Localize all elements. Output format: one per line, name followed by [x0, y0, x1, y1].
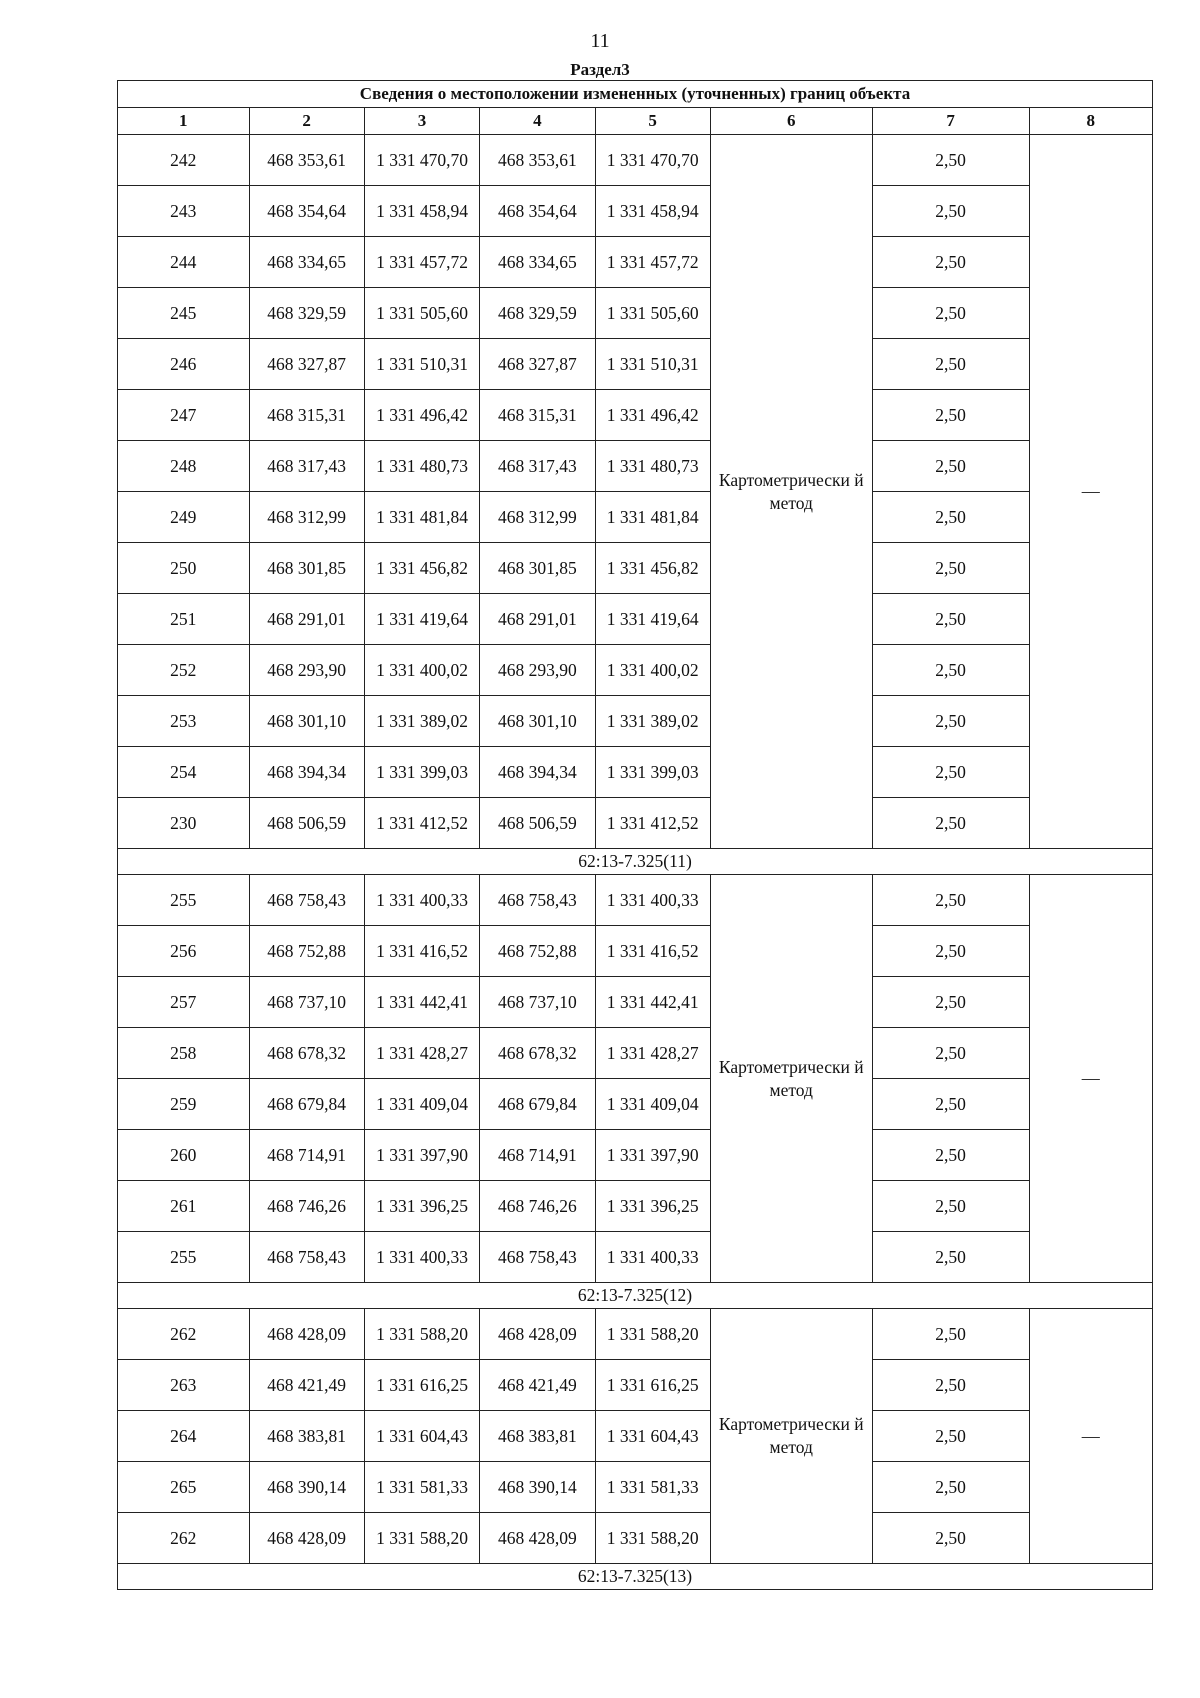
accuracy-cell: 2,50: [872, 875, 1029, 926]
accuracy-cell: 2,50: [872, 926, 1029, 977]
table-cell: 1 331 416,52: [595, 926, 710, 977]
table-cell: 1 331 456,82: [595, 543, 710, 594]
table-cell: 468 312,99: [480, 492, 595, 543]
accuracy-cell: 2,50: [872, 1028, 1029, 1079]
group-label-row: [118, 1283, 1153, 1309]
column-header: 4: [480, 108, 595, 135]
table-cell: 468 315,31: [480, 390, 595, 441]
table-cell: 1 331 400,33: [364, 1232, 479, 1283]
table-cell: 468 679,84: [249, 1079, 364, 1130]
table-cell: 468 315,31: [249, 390, 364, 441]
table-cell: 1 331 510,31: [595, 339, 710, 390]
table-cell: 1 331 397,90: [364, 1130, 479, 1181]
table-cell: 256: [118, 926, 250, 977]
table-cell: 468 758,43: [480, 1232, 595, 1283]
table-cell: 264: [118, 1411, 250, 1462]
column-header-row: [118, 108, 1153, 135]
table-cell: 468 383,81: [249, 1411, 364, 1462]
table-row: [118, 1309, 1153, 1360]
table-cell: 468 301,10: [249, 696, 364, 747]
table-cell: 468 714,91: [249, 1130, 364, 1181]
column-header: 7: [872, 108, 1029, 135]
table-cell: 260: [118, 1130, 250, 1181]
table-row: [118, 1513, 1153, 1564]
table-cell: 468 737,10: [249, 977, 364, 1028]
table-cell: 468 354,64: [480, 186, 595, 237]
table-cell: 255: [118, 875, 250, 926]
table-cell: 1 331 412,52: [595, 798, 710, 849]
table-cell: 468 301,85: [249, 543, 364, 594]
table-cell: 1 331 419,64: [364, 594, 479, 645]
accuracy-cell: 2,50: [872, 1079, 1029, 1130]
table-cell: 1 331 581,33: [364, 1462, 479, 1513]
table-row: [118, 441, 1153, 492]
accuracy-cell: 2,50: [872, 135, 1029, 186]
table-cell: 468 428,09: [480, 1513, 595, 1564]
table-row: [118, 594, 1153, 645]
table-cell: 1 331 588,20: [364, 1513, 479, 1564]
accuracy-cell: 2,50: [872, 1232, 1029, 1283]
table-cell: 468 353,61: [480, 135, 595, 186]
table-cell: 468 737,10: [480, 977, 595, 1028]
table-cell: 253: [118, 696, 250, 747]
table-cell: 468 334,65: [480, 237, 595, 288]
table-cell: 1 331 581,33: [595, 1462, 710, 1513]
accuracy-cell: 2,50: [872, 186, 1029, 237]
table-cell: 468 327,87: [249, 339, 364, 390]
table-cell: 1 331 442,41: [595, 977, 710, 1028]
group-label: 62:13-7.325(12): [118, 1283, 1153, 1309]
table-row: [118, 237, 1153, 288]
table-cell: 1 331 604,43: [364, 1411, 479, 1462]
table-cell: 262: [118, 1309, 250, 1360]
table-cell: 468 678,32: [480, 1028, 595, 1079]
table-cell: 468 394,34: [480, 747, 595, 798]
table-cell: 246: [118, 339, 250, 390]
table-cell: 248: [118, 441, 250, 492]
table-cell: 1 331 505,60: [595, 288, 710, 339]
table-row: [118, 977, 1153, 1028]
accuracy-cell: 2,50: [872, 441, 1029, 492]
table-cell: 468 428,09: [249, 1513, 364, 1564]
table-cell: 468 334,65: [249, 237, 364, 288]
table-row: [118, 696, 1153, 747]
table-cell: 468 327,87: [480, 339, 595, 390]
column-header: 3: [364, 108, 479, 135]
table-cell: 468 301,10: [480, 696, 595, 747]
table-cell: 468 301,85: [480, 543, 595, 594]
accuracy-cell: 2,50: [872, 543, 1029, 594]
accuracy-cell: 2,50: [872, 696, 1029, 747]
table-cell: 1 331 428,27: [595, 1028, 710, 1079]
table-cell: 1 331 616,25: [364, 1360, 479, 1411]
column-header: 8: [1029, 108, 1153, 135]
table-row: [118, 339, 1153, 390]
column-header: 6: [710, 108, 872, 135]
table-cell: 262: [118, 1513, 250, 1564]
note-cell: —: [1029, 875, 1153, 1283]
table-cell: 247: [118, 390, 250, 441]
table-cell: 245: [118, 288, 250, 339]
table-cell: 1 331 412,52: [364, 798, 479, 849]
table-cell: 1 331 496,42: [364, 390, 479, 441]
table-cell: 468 291,01: [249, 594, 364, 645]
table-cell: 257: [118, 977, 250, 1028]
table-cell: 1 331 399,03: [364, 747, 479, 798]
page-number: 11: [590, 30, 610, 52]
table-cell: 468 394,34: [249, 747, 364, 798]
accuracy-cell: 2,50: [872, 339, 1029, 390]
column-header: 2: [249, 108, 364, 135]
table-row: [118, 390, 1153, 441]
table-cell: 468 383,81: [480, 1411, 595, 1462]
table-cell: 1 331 457,72: [364, 237, 479, 288]
accuracy-cell: 2,50: [872, 747, 1029, 798]
table-cell: 1 331 400,02: [364, 645, 479, 696]
table-cell: 261: [118, 1181, 250, 1232]
table-cell: 259: [118, 1079, 250, 1130]
table-cell: 1 331 588,20: [364, 1309, 479, 1360]
table-cell: 1 331 481,84: [364, 492, 479, 543]
table-cell: 468 390,14: [480, 1462, 595, 1513]
table-cell: 468 293,90: [249, 645, 364, 696]
table-cell: 468 679,84: [480, 1079, 595, 1130]
table-row: [118, 747, 1153, 798]
table-cell: 244: [118, 237, 250, 288]
table-cell: 263: [118, 1360, 250, 1411]
table-cell: 1 331 457,72: [595, 237, 710, 288]
accuracy-cell: 2,50: [872, 1360, 1029, 1411]
table-cell: 1 331 400,33: [595, 875, 710, 926]
table-cell: 1 331 389,02: [364, 696, 479, 747]
table-cell: 1 331 510,31: [364, 339, 479, 390]
table-cell: 468 428,09: [249, 1309, 364, 1360]
table-cell: 1 331 470,70: [595, 135, 710, 186]
table-cell: 1 331 399,03: [595, 747, 710, 798]
accuracy-cell: 2,50: [872, 390, 1029, 441]
table-row: [118, 926, 1153, 977]
table-cell: 468 506,59: [249, 798, 364, 849]
table-cell: 243: [118, 186, 250, 237]
table-row: [118, 135, 1153, 186]
table-cell: 468 758,43: [480, 875, 595, 926]
table-row: [118, 186, 1153, 237]
table-cell: 468 758,43: [249, 1232, 364, 1283]
table-row: [118, 1360, 1153, 1411]
table-row: [118, 543, 1153, 594]
accuracy-cell: 2,50: [872, 798, 1029, 849]
table-cell: 1 331 400,33: [595, 1232, 710, 1283]
table-row: [118, 492, 1153, 543]
table-cell: 1 331 616,25: [595, 1360, 710, 1411]
table-cell: 468 421,49: [249, 1360, 364, 1411]
table-row: [118, 1232, 1153, 1283]
table-cell: 468 746,26: [249, 1181, 364, 1232]
section-title: Раздел3: [570, 60, 630, 79]
accuracy-cell: 2,50: [872, 1411, 1029, 1462]
column-header: 1: [118, 108, 250, 135]
table-cell: 1 331 480,73: [364, 441, 479, 492]
note-cell: —: [1029, 135, 1153, 849]
table-cell: 1 331 409,04: [595, 1079, 710, 1130]
table-cell: 254: [118, 747, 250, 798]
table-row: [118, 288, 1153, 339]
table-cell: 468 746,26: [480, 1181, 595, 1232]
table-cell: 251: [118, 594, 250, 645]
group-label-row: [118, 849, 1153, 875]
accuracy-cell: 2,50: [872, 594, 1029, 645]
note-cell: —: [1029, 1309, 1153, 1564]
method-cell: Картометрически й метод: [710, 1309, 872, 1564]
table-cell: 1 331 470,70: [364, 135, 479, 186]
table-cell: 1 331 458,94: [364, 186, 479, 237]
table-cell: 1 331 419,64: [595, 594, 710, 645]
accuracy-cell: 2,50: [872, 492, 1029, 543]
table-cell: 255: [118, 1232, 250, 1283]
table-cell: 265: [118, 1462, 250, 1513]
table-cell: 468 312,99: [249, 492, 364, 543]
accuracy-cell: 2,50: [872, 1181, 1029, 1232]
table-row: [118, 875, 1153, 926]
method-cell: Картометрически й метод: [710, 875, 872, 1283]
table-cell: 1 331 496,42: [595, 390, 710, 441]
table-caption: Сведения о местоположении измененных (уточненных) границ объекта: [118, 81, 1153, 108]
table-row: [118, 1079, 1153, 1130]
table-cell: 468 506,59: [480, 798, 595, 849]
table-cell: 1 331 480,73: [595, 441, 710, 492]
table-row: [118, 1130, 1153, 1181]
table-cell: 1 331 588,20: [595, 1309, 710, 1360]
table-cell: 468 291,01: [480, 594, 595, 645]
accuracy-cell: 2,50: [872, 1513, 1029, 1564]
table-row: [118, 1411, 1153, 1462]
table-cell: 1 331 409,04: [364, 1079, 479, 1130]
column-header: 5: [595, 108, 710, 135]
accuracy-cell: 2,50: [872, 645, 1029, 696]
table-cell: 1 331 588,20: [595, 1513, 710, 1564]
accuracy-cell: 2,50: [872, 977, 1029, 1028]
table-row: [118, 1462, 1153, 1513]
table-cell: 468 421,49: [480, 1360, 595, 1411]
coordinates-table: [117, 80, 1153, 1590]
table-row: [118, 798, 1153, 849]
table-cell: 468 678,32: [249, 1028, 364, 1079]
accuracy-cell: 2,50: [872, 1130, 1029, 1181]
table-cell: 1 331 456,82: [364, 543, 479, 594]
table-cell: 252: [118, 645, 250, 696]
group-label: 62:13-7.325(11): [118, 849, 1153, 875]
table-body: [118, 135, 1153, 1590]
table-cell: 468 714,91: [480, 1130, 595, 1181]
table-cell: 1 331 481,84: [595, 492, 710, 543]
table-cell: 468 329,59: [480, 288, 595, 339]
accuracy-cell: 2,50: [872, 288, 1029, 339]
table-cell: 1 331 428,27: [364, 1028, 479, 1079]
method-cell: Картометрически й метод: [710, 135, 872, 849]
accuracy-cell: 2,50: [872, 1309, 1029, 1360]
table-cell: 258: [118, 1028, 250, 1079]
table-cell: 468 329,59: [249, 288, 364, 339]
table-cell: 468 317,43: [480, 441, 595, 492]
table-cell: 1 331 397,90: [595, 1130, 710, 1181]
table-cell: 468 428,09: [480, 1309, 595, 1360]
group-label: 62:13-7.325(13): [118, 1564, 1153, 1590]
table-cell: 468 758,43: [249, 875, 364, 926]
table-cell: 1 331 604,43: [595, 1411, 710, 1462]
table-cell: 242: [118, 135, 250, 186]
table-cell: 468 293,90: [480, 645, 595, 696]
table-cell: 249: [118, 492, 250, 543]
accuracy-cell: 2,50: [872, 1462, 1029, 1513]
table-cell: 468 752,88: [249, 926, 364, 977]
table-cell: 1 331 442,41: [364, 977, 479, 1028]
table-cell: 468 317,43: [249, 441, 364, 492]
table-cell: 468 354,64: [249, 186, 364, 237]
table-cell: 1 331 396,25: [595, 1181, 710, 1232]
table-cell: 1 331 416,52: [364, 926, 479, 977]
table-cell: 468 752,88: [480, 926, 595, 977]
group-label-row: [118, 1564, 1153, 1590]
table-row: [118, 1181, 1153, 1232]
table-cell: 468 353,61: [249, 135, 364, 186]
table-cell: 1 331 389,02: [595, 696, 710, 747]
table-row: [118, 1028, 1153, 1079]
table-cell: 250: [118, 543, 250, 594]
table-cell: 1 331 458,94: [595, 186, 710, 237]
table-cell: 1 331 400,02: [595, 645, 710, 696]
table-cell: 1 331 400,33: [364, 875, 479, 926]
table-row: [118, 645, 1153, 696]
accuracy-cell: 2,50: [872, 237, 1029, 288]
table-cell: 1 331 505,60: [364, 288, 479, 339]
table-cell: 468 390,14: [249, 1462, 364, 1513]
table-cell: 230: [118, 798, 250, 849]
table-cell: 1 331 396,25: [364, 1181, 479, 1232]
